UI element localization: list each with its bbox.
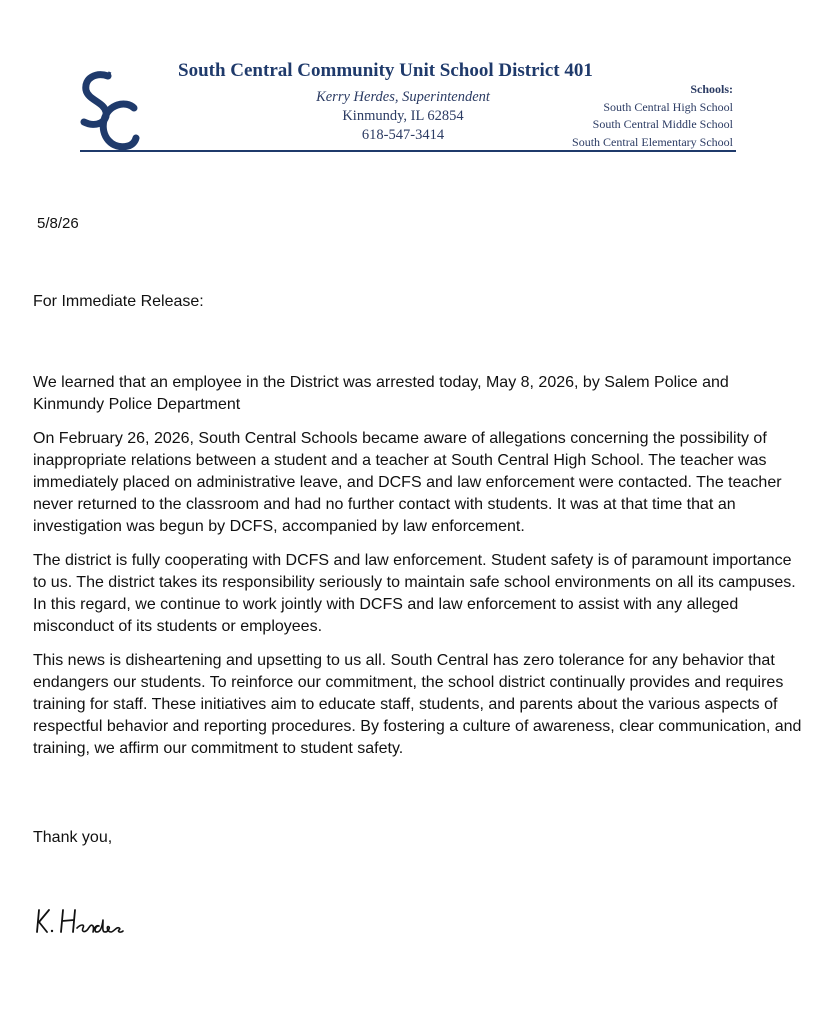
contact-block xyxy=(300,88,506,145)
body-paragraph: We learned that an employee in the District was arrested today, May 8, 2026, by Salem Police and Kinmundy Police Department xyxy=(33,374,729,413)
letter-date: 5/8/26 xyxy=(37,215,79,232)
schools-list xyxy=(572,81,733,151)
body-paragraph: This news is disheartening and upsetting to us all. South Central has zero tolerance for any behavior that endangers our students. To reinforce our commitment, the school district continually provides and requires training for staff. These initiatives aim to educate staff, students, and parents about the various aspects of respectful behavior and reporting procedures. By fostering a culture of awareness, clear communication, and training, we affirm our commitment to student safety. xyxy=(33,652,802,757)
letterhead-divider xyxy=(80,150,736,152)
release-label: For Immediate Release: xyxy=(33,293,204,310)
handwritten-signature xyxy=(33,902,143,942)
district-name: South Central Community Unit School District 401 xyxy=(178,60,593,81)
schools-heading: Schools: xyxy=(690,82,733,96)
school-item: South Central Middle School xyxy=(592,117,733,131)
body-paragraph: On February 26, 2026, South Central Schools became aware of allegations concerning the possibility of inappropriate relations between a student and a teacher at South Central High School. The teacher was immediately placed on administrative leave, and DCFS and law enforcement were contacted. The teacher never returned to the classroom and had no further contact with students. It was at that time that an investigation was begun by DCFS, accompanied by law enforcement. xyxy=(33,430,782,535)
district-address: Kinmundy, IL 62854 xyxy=(342,108,464,124)
closing-text: Thank you, xyxy=(33,829,113,846)
letter-body xyxy=(33,372,803,772)
superintendent-name: Kerry Herdes, Superintendent xyxy=(316,89,490,105)
school-item: South Central High School xyxy=(603,99,733,114)
district-logo xyxy=(78,70,142,152)
district-phone: 618-547-3414 xyxy=(361,127,445,143)
body-paragraph: The district is fully cooperating with DCFS and law enforcement. Student safety is of paramount importance to us. The district takes its responsibility seriously to maintain safe school environments on all its campuses. In this regard, we continue to work jointly with DCFS and law enforcement to assist with any alleged misconduct of its students or employees. xyxy=(33,552,796,635)
school-item: South Central Elementary School xyxy=(572,134,733,149)
letterhead xyxy=(0,0,833,160)
